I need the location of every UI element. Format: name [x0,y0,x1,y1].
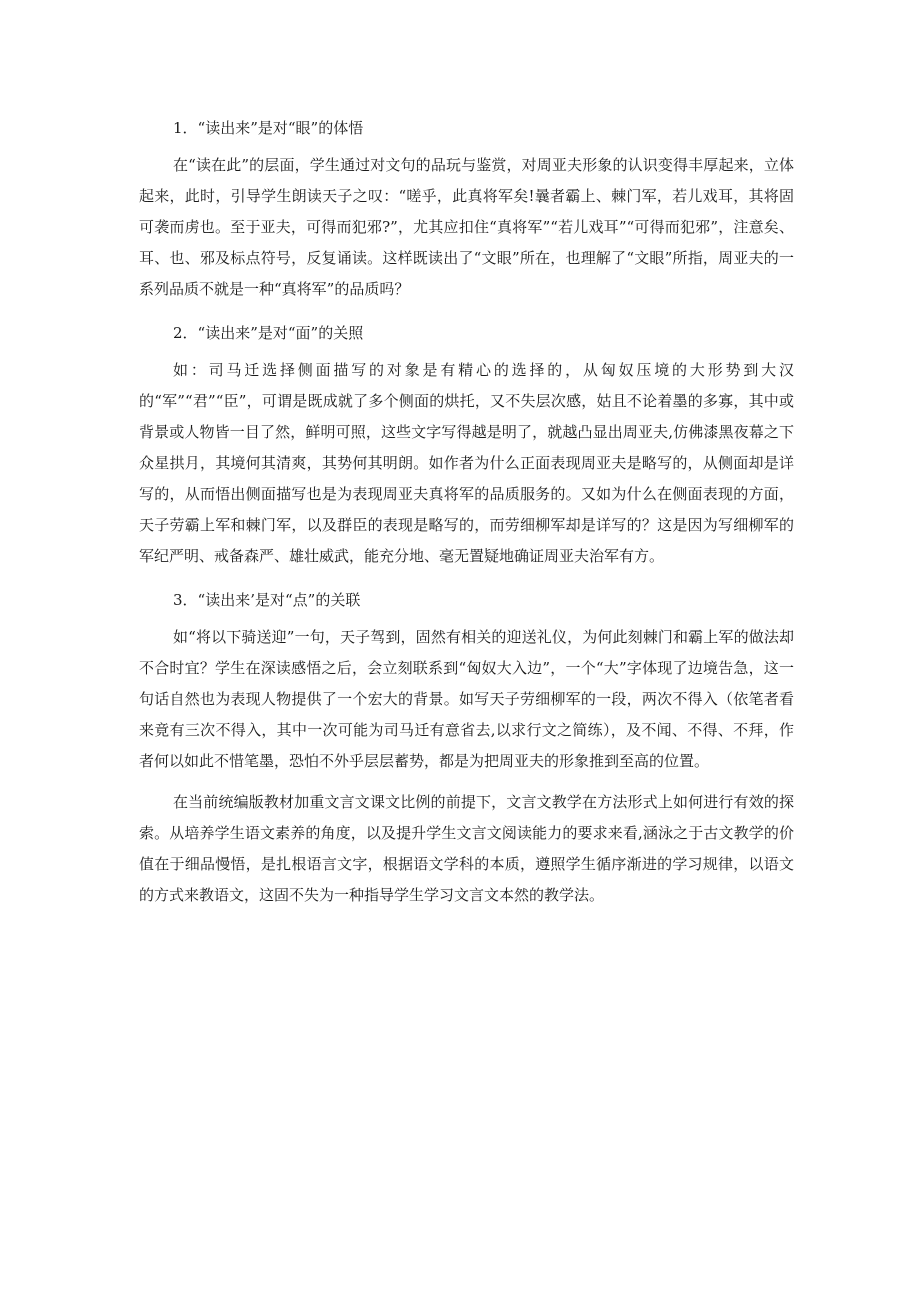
document-body [139,110,794,921]
paragraph-2: 如：司马迁选择侧面描写的对象是有精心的选择的，从匈奴压境的大形势到大汉的“军”“君”“臣”，可谓是既成就了多个侧面的烘托，又不失层次感，姑且不论着墨的多寡，其中或背景或人物皆一目了然，鲜明可照，这些文字写得越是明了，就越凸显出周亚夫,仿佛漆黑夜幕之下众星拱月，其境何其清爽，其势何其明朗。如作者为什么正面表现周亚夫是略写的，从侧面却是详写的，从而悟出侧面描写也是为表现周亚夫真将军的品质服务的。又如为什么在侧面表现的方面，天子劳霸上军和棘门军，以及群臣的表现是略写的，而劳细柳军却是详写的？这是因为写细柳军的军纪严明、戒备森严、雄壮威武，能充分地、毫无置疑地确证周亚夫治军有方。 [139,361,794,565]
section-heading-3: 3．“读出来’是对“点”的关联 [173,591,361,609]
paragraph-4: 在当前统编版教材加重文言文课文比例的前提下，文言文教学在方法形式上如何进行有效的探索。从培养学生语文素养的角度，以及提升学生文言文阅读能力的要求来看,涵泳之于古文教学的价值在于细品慢悟，是扎根语言文字，根据语文学科的本质，遵照学生循序渐进的学习规律，以语文的方式来教语文，这固不失为一种指导学生学习文言文本然的教学法。 [139,793,794,904]
paragraph-1: 在“读在此”的层面，学生通过对文句的品玩与鉴赏，对周亚夫形象的认识变得丰厚起来，立体起来，此时，引导学生朗读天子之叹：“嗟乎，此真将军矣!曩者霸上、棘门军，若儿戏耳，其将固可袭而虏也。至于亚夫，可得而犯邪?”，尤其应扣住“真将军”“若儿戏耳”“可得而犯邪”，注意矣、耳、也、邪及标点符号，反复诵读。这样既读出了“文眼”所在，也理解了“文眼”所指，周亚夫的一系列品质不就是一种“真将军”的品质吗？ [139,156,794,298]
paragraph-3: 如“将以下骑送迎”一句，天子驾到，固然有相关的迎送礼仪，为何此刻棘门和霸上军的做法却不合时宜？学生在深读感悟之后，会立刻联系到“匈奴大入边”，一个“大”字体现了边境告急，这一句话自然也为表现人物提供了一个宏大的背景。如写天子劳细柳军的一段，两次不得入（依笔者看来竟有三次不得入，其中一次可能为司马迁有意省去,以求行文之简练），及不闻、不得、不拜，作者何以如此不惜笔墨，恐怕不外乎层层蓄势，都是为把周亚夫的形象推到至高的位置。 [139,628,794,770]
section-heading-2: 2．“读出来”是对“面”的关照 [173,324,364,342]
section-heading-1: 1．“读出来”是对“眼”的体悟 [173,119,364,137]
